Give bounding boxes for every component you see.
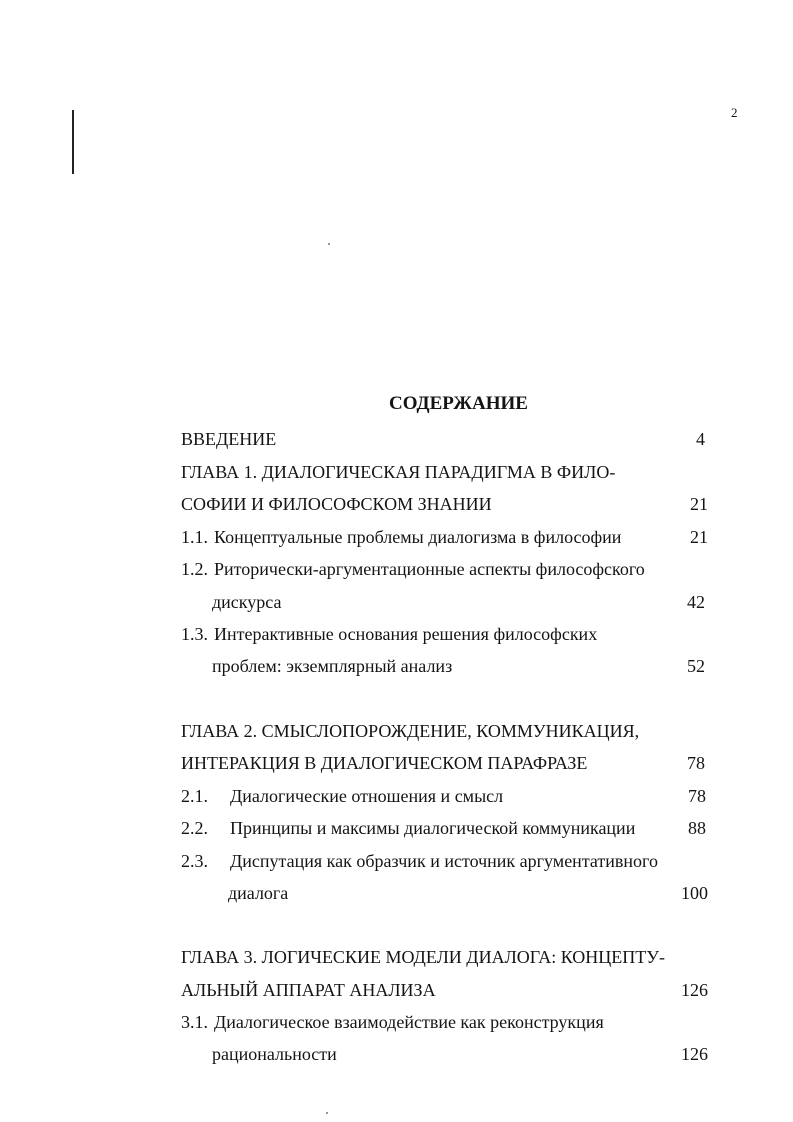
toc-page-1-1: 21 — [690, 527, 708, 547]
page-number: 2 — [731, 105, 738, 120]
toc-entry-intro: ВВЕДЕНИЕ — [181, 429, 277, 449]
toc-section-1-2-line1: Риторически-аргументационные аспекты философского — [214, 559, 645, 579]
toc-section-1-3-number: 1.3. — [181, 624, 208, 644]
toc-chapter-3-line1: ГЛАВА 3. ЛОГИЧЕСКИЕ МОДЕЛИ ДИАЛОГА: КОНЦЕПТУ- — [181, 947, 666, 967]
toc-section-2-1-title: Диалогические отношения и смысл — [230, 786, 504, 806]
toc-section-2-3-line2: диалога — [228, 883, 289, 903]
toc-page-chapter-1: 21 — [690, 494, 708, 514]
toc-page-intro: 4 — [696, 429, 705, 449]
toc-page-chapter-3: 126 — [681, 980, 708, 1000]
toc-chapter-2-line2: ИНТЕРАКЦИЯ В ДИАЛОГИЧЕСКОМ ПАРАФРАЗЕ — [181, 753, 588, 773]
toc-chapter-2-line1: ГЛАВА 2. СМЫСЛОПОРОЖДЕНИЕ, КОММУНИКАЦИЯ, — [181, 721, 640, 741]
toc-section-2-2-number: 2.2. — [181, 818, 208, 838]
toc-section-1-1-title: Концептуальные проблемы диалогизма в философии — [214, 527, 622, 547]
toc-section-2-2-title: Принципы и максимы диалогической коммуникации — [230, 818, 636, 838]
toc-chapter-3-line2: АЛЬНЫЙ АППАРАТ АНАЛИЗА — [181, 980, 436, 1000]
toc-section-3-1-line2: рациональности — [212, 1044, 337, 1064]
toc-section-2-1-number: 2.1. — [181, 786, 208, 806]
toc-page-chapter-2: 78 — [687, 753, 705, 773]
toc-page-1-3: 52 — [687, 656, 705, 676]
toc-section-3-1-line1: Диалогическое взаимодействие как реконструкция — [214, 1012, 604, 1032]
toc-section-1-2-line2: дискурса — [212, 592, 282, 612]
toc-page-1-2: 42 — [687, 592, 705, 612]
toc-page-2-2: 88 — [688, 818, 706, 838]
toc-section-1-3-line2: проблем: экземплярный анализ — [212, 656, 453, 676]
toc-chapter-1-line2: СОФИИ И ФИЛОСОФСКОМ ЗНАНИИ — [181, 494, 492, 514]
toc-section-2-3-line1: Диспутация как образчик и источник аргументативного — [230, 851, 658, 871]
toc-section-1-2-number: 1.2. — [181, 559, 208, 579]
toc-page-2-1: 78 — [688, 786, 706, 806]
toc-section-3-1-number: 3.1. — [181, 1012, 208, 1032]
toc-section-2-3-number: 2.3. — [181, 851, 208, 871]
page-title: СОДЕРЖАНИЕ — [389, 393, 528, 414]
toc-chapter-1-line1: ГЛАВА 1. ДИАЛОГИЧЕСКАЯ ПАРАДИГМА В ФИЛО- — [181, 462, 616, 482]
toc-page-3-1: 126 — [681, 1044, 708, 1064]
toc-section-1-1-number: 1.1. — [181, 527, 208, 547]
toc-section-1-3-line1: Интерактивные основания решения философских — [214, 624, 598, 644]
toc-page-2-3: 100 — [681, 883, 708, 903]
